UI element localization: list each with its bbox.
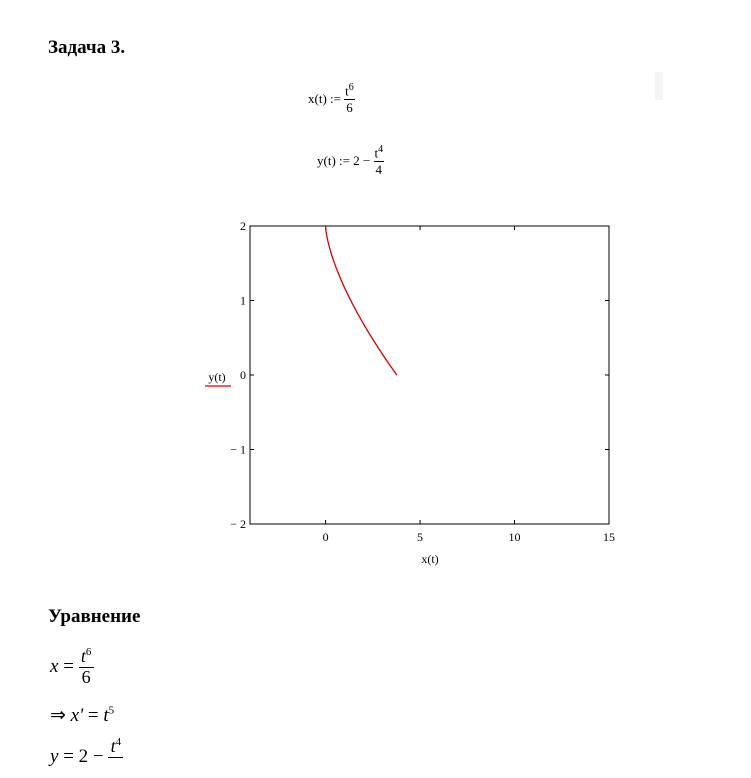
equation-y-const: 2 — [78, 745, 89, 767]
x-tick-label: 0 — [322, 530, 329, 544]
equation-derivative: ⇒ $x' = t^5$ — [50, 704, 115, 726]
equation-y-exp: 4 — [115, 736, 122, 748]
equation-x: x = $\frac{t^6}{6}$ — [50, 646, 94, 688]
y-tick-label: − 2 — [230, 517, 246, 531]
equation-x-den: 6 — [79, 667, 94, 688]
definition-y-exp: 4 — [378, 144, 384, 155]
plot-frame — [250, 226, 609, 524]
definition-x-num: t — [345, 83, 349, 99]
x-tick-label: 15 — [603, 530, 615, 544]
x-tick-label: 10 — [508, 530, 521, 544]
definition-y-den: 4 — [375, 162, 383, 178]
equation-derivative-rhs: t — [103, 705, 109, 726]
equation-y-fraction — [108, 736, 123, 778]
equation-heading: Уравнение — [48, 606, 141, 627]
equation-y-num: t — [110, 736, 116, 756]
definition-y — [317, 144, 384, 178]
equation-derivative-lhs: x' — [70, 705, 84, 726]
definition-x-exp: 6 — [348, 82, 354, 93]
implies-symbol: ⇒ — [50, 705, 66, 726]
y-axis-label: y(t) — [208, 370, 226, 384]
definition-y-fraction — [374, 144, 385, 178]
equation-x-lhs: x — [50, 655, 59, 677]
x-tick-label: 5 — [417, 530, 424, 544]
equation-derivative-exp: 5 — [108, 704, 115, 717]
definition-y-lhs: y(t) := 2 − — [317, 153, 371, 169]
scroll-strip — [655, 72, 663, 100]
definition-x — [308, 82, 355, 116]
equation-x-fraction — [79, 646, 94, 688]
y-tick-label: 0 — [240, 368, 246, 382]
equation-y-den — [108, 757, 123, 778]
task-heading: Задача 3. — [48, 37, 126, 58]
definition-x-lhs: x(t) := — [308, 91, 341, 107]
definition-x-den: 6 — [346, 100, 353, 116]
equation-y: y = 2 − $t^4$ — [50, 736, 123, 778]
definition-y-num: t — [374, 145, 379, 161]
equation-x-exp: 6 — [85, 646, 92, 658]
definition-x-fraction — [344, 82, 355, 116]
series-line — [326, 226, 397, 375]
equation-x-num: t — [80, 646, 86, 666]
y-tick-label: − 1 — [230, 442, 246, 457]
x-axis-label: x(t) — [421, 552, 439, 566]
y-tick-label: 2 — [240, 219, 246, 233]
equation-y-lhs: y — [50, 745, 59, 767]
y-tick-label: 1 — [240, 293, 246, 308]
